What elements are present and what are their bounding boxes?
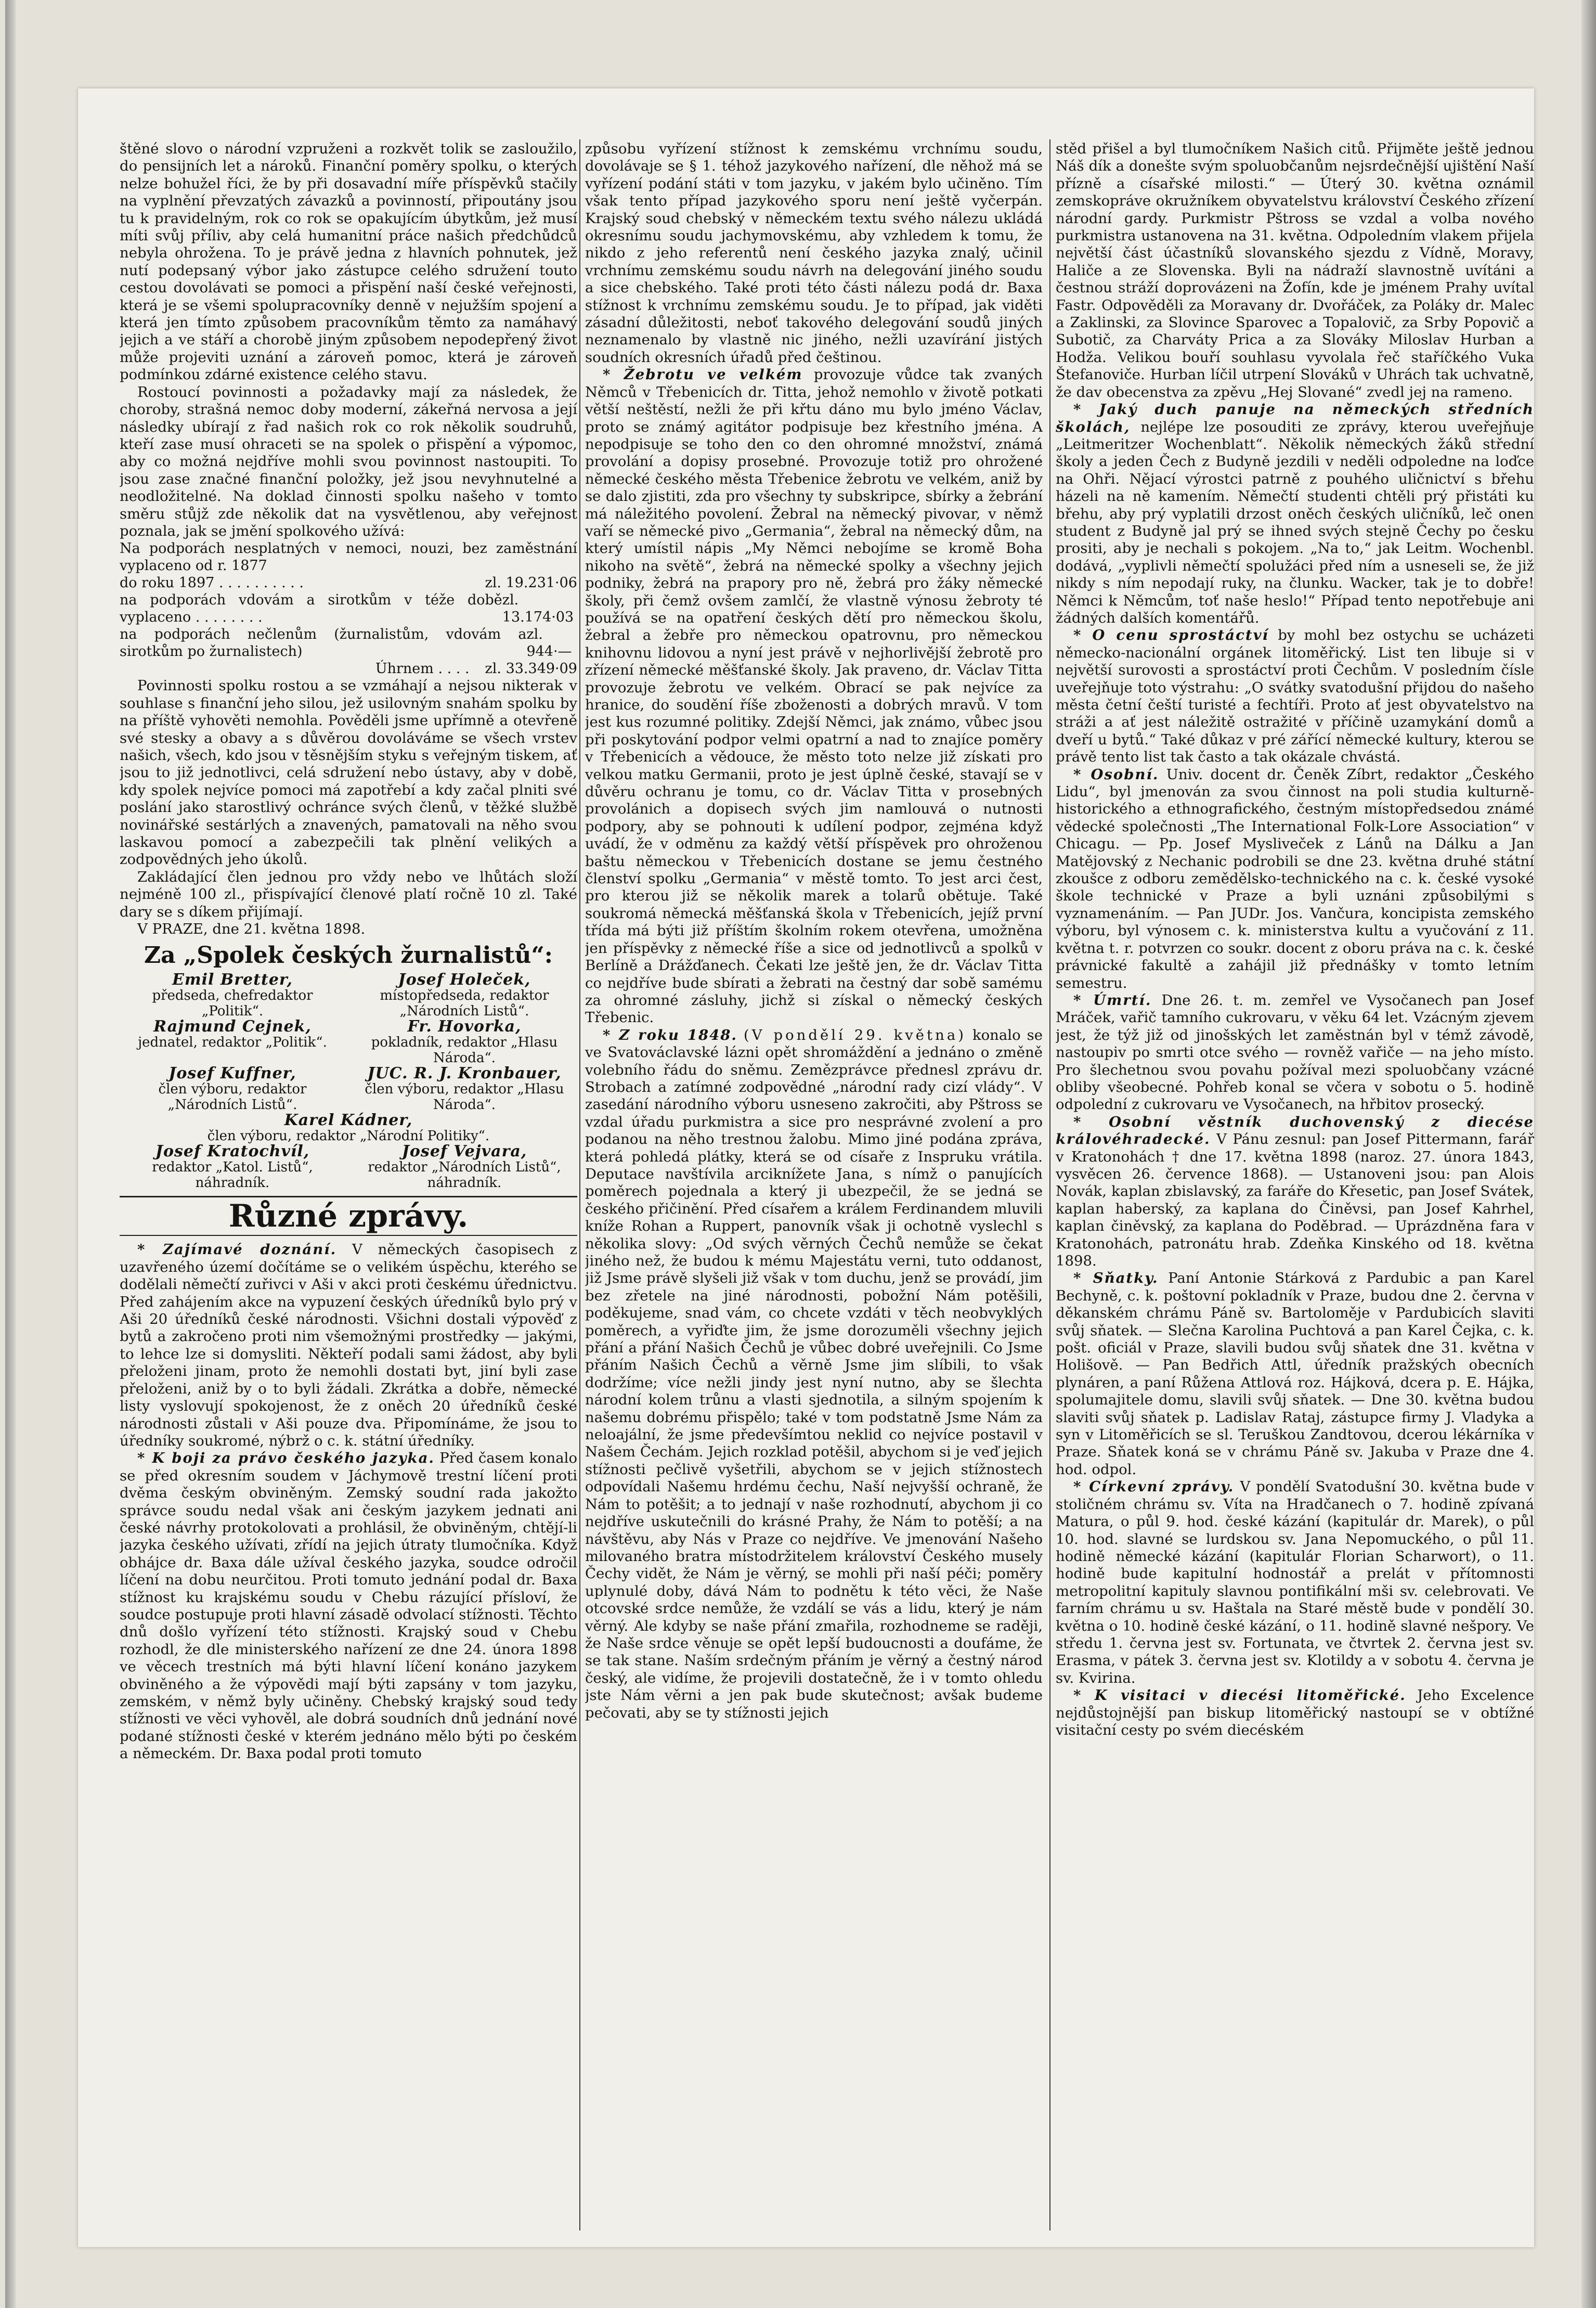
news-headline: * Úmrtí. <box>1073 991 1152 1009</box>
committee-heading: Za „Spolek českých žurnalistů“: <box>144 942 553 969</box>
ledger-row <box>120 574 577 591</box>
article-paragraph: Rostoucí povinnosti a požadavky mají za následek, že choroby, strašná nemoc doby moderní, zákeřná nervosa a její následky ubírají z řad našich rok co rok několik soudruhů, kteří zase musí ohraceti se na spolek o přispění a výpomoc, aby co možná nejdříve mohli svou povinnost nastoupiti. To jsou zase značné finanční položky, jež jsou nevyhnutelné a neodložitelné. Na doklad činnosti spolku našeho v tomto směru stůjž zde několik dat na vysvětlenou, aby veřejnost poznala, jak se jmění spolkového užívá: <box>120 383 577 539</box>
signatory-name: Fr. Hovorka, <box>407 1017 522 1036</box>
signatory-role: člen výboru, redaktor „Národních Listů“. <box>158 1081 307 1113</box>
dateline: V PRAZE, dne 21. května 1898. <box>137 921 366 938</box>
ledger-amount: zl. 13.174·03 <box>502 592 574 626</box>
column-rule <box>579 139 580 2230</box>
news-headline: * K visitaci v diecési litoměřické. <box>1073 1687 1406 1704</box>
signatory <box>120 1113 577 1144</box>
signatory <box>352 1144 577 1191</box>
signatory <box>120 1066 345 1113</box>
article-paragraph: Zakládající člen jednou pro vždy nebo ve lhůtách složí nejméně 100 zl., přispívající členové platí ročně 10 zl. Také dary se s díkem přijímají. <box>120 868 577 920</box>
ledger-row <box>120 540 577 574</box>
signatory-role: redaktor „Katol. Listů“, náhradník. <box>152 1159 313 1191</box>
scan-border-right <box>1581 0 1596 2308</box>
signatory-role: redaktor „Národních Listů“, náhradník. <box>368 1159 561 1191</box>
news-body: V Pánu zesnul: pan Josef Pittermann, farář v Kratonohách † dne 17. května 1898 (naroz. 27. února 1843, vysvěcen 26. července 1868). — Ustanoveni jsou: pan Alois Novák, kaplan zbislavský, za faráře do Křesetic, pan Josef Svátek, kaplan haberský, za kaplana do Činěvsi, pan Josef Kahrhel, kaplan činěvský, za kaplana do Poděbrad. — Uprázdněna fara v Kratonohách, patronátu hrab. Zdeňka Kinského od 18. května 1898. <box>1056 1131 1534 1269</box>
signatory-role: člen výboru, redaktor „Hlasu Národa“. <box>365 1081 564 1113</box>
section-title-various-news: Různé zprávy. <box>120 1196 577 1236</box>
article-paragraph: štěné slovo o národní vzpruženi a rozkvět tolik se zasloužilo, do pensijních let a nároků. Finanční poměry spolku, o kterých nelze bohužel říci, že by při dosavadní míře příspěvků stačily na vyplnění převzatých závazků a povinností, připoutány jsou tu k pravidelným, rok co rok se opakujícím úbytkům, jež musí míti svůj příliv, aby celá humanitní práce našich předchůdců nebyla ohrožena. To je právě jedna z hlavních pohnutek, jež nutí podepsaný výbor jako zástupce celého sdružení touto cestou dovolávati se pomoci a přispění naší české veřejnosti, která je se všemi spolupracovníky denně v nejužším spojení a která jen tímto způsobem pracovníkům těmto za namáhavý jejich a ve stáří a chorobě jiným způsobem nepodepřený život může projeviti uznání a zároveň pomoc, která je zároveň podmínkou zdárné existence celého stavu. <box>120 140 577 383</box>
article-paragraph: stěd přišel a byl tlumočníkem Našich citů. Přijměte ještě jednou Náš dík a donešte svým spoluobčanům nejsrdečnější ujištění Naší přízně a císařské milosti.“ — Úterý 30. května oznámil zemskopráve okružníkem obyvatelstvu království Českého zřízení národní gardy. Purkmistr Pštross se vzdal a volba nového purkmistra ustanovena na 31. května. Odpoledním vlakem přijela největší část účastníků slovanského sjezdu z Vídně, Moravy, Haliče a ze Slovenska. Byli na nádraží slavnostně uvítáni a čestnou stráží doprovázeni na Žofín, kde je jménem Prahy uvítal Fastr. Odpověděli za Moravany dr. Dvořáček, za Poláky dr. Malec a Zaklinski, za Slovince Sparovec a Topalovič, za Srby Popovič a Subotič, za Charváty Prica a za Slováky Miloslav Hurban a Hodža. Velikou bouří souhlasu vyvolala řeč staříčkého Vuka Štefanoviče. Hurban líčil utrpení Slováků v Uhrách tak uchvatně, že dav obecenstva za zpěvu „Hej Slované“ zvedl jej na rameno. <box>1056 140 1534 401</box>
signatory <box>120 1144 345 1191</box>
committee-signatures <box>120 972 577 1191</box>
ledger-label: na podporách nečlenům (žurnalistům, vdovám a sirotkům po žurnalistech) <box>120 626 527 660</box>
ledger-amount: zl. 944·— <box>526 626 572 660</box>
signatory-name: Josef Kratochvíl, <box>155 1142 310 1161</box>
news-body: Dne 26. t. m. zemřel ve Vysočanech pan Josef Mráček, vařič tamního cukrovaru, v věku 64 let. Vzácným zjevem jest, že týž již od jinošských let zaměstnán byl v témž závodě, nastoupiv po smrti otce svého — rovněž vařiče — na jeho místo. Pro šlechetnou svou povahu požíval mezi spoluobčany vzácné obliby všeobecné. Pohřeb konal se včera v sobotu o 5. hodině odpolední z cukrovaru ve Vysočanech, na hřbitov prosecký. <box>1056 991 1534 1113</box>
news-body: Paní Antonie Stárková z Pardubic a pan Karel Bechyně, c. k. poštovní pokladník v Praze, budou dne 2. června v děkanském chrámu Páně sv. Bartoloměje v Pardubicích slaviti svůj sňatek. — Slečna Karolina Puchtová a pan Karel Čejka, c. k. pošt. oficiál v Praze, slavili budou svůj sňatek dne 31. května v Holišově. — Pan Bedřich Attl, úředník pražských obecních plynáren, a paní Růžena Attlová roz. Hájková, dcera p. E. Hájka, spolumajitele domu, slavili svůj sňatek. — Dne 30. května budou slaviti svůj sňatek p. Ladislav Rataj, zástupce firmy J. Vladyka a syn v Litoměřicích se sl. Teruškou Zandtovou, dcerou lékárníka v Praze. Sňatek koná se v chrámu Páně sv. Jakuba v Praze dne 4. hod. odpol. <box>1056 1270 1534 1478</box>
ledger-label: na podporách vdovám a sirotkům v téže době vyplaceno . . . . . . . . <box>120 592 502 626</box>
signatory <box>352 1066 577 1113</box>
signatory-role: člen výboru, redaktor „Národní Politiky“. <box>207 1128 490 1144</box>
column-rule <box>1049 139 1050 2230</box>
signatory <box>120 1019 345 1066</box>
signatory-name: Emil Bretter, <box>172 971 293 989</box>
signatory-name: Karel Kádner, <box>284 1111 413 1130</box>
news-headline: * Zajímavé doznání. <box>137 1241 337 1258</box>
news-headline: * Z roku 1848. <box>603 1026 737 1043</box>
news-body: Před časem konalo se před okresním soudem v Jáchymově trestní líčení proti dvěma českým obviněným. Zemský soudní rada jakožto správce soudu nedal však ani českým jazykem jednati ani české návrhy protokolovati a prohlásil, že obviněným, chtějí-li jazyka českého užívati, zřídí na jejich útraty tlumočníka. Když obhájce dr. Baxa dále užíval českého jazyka, soudce odročil líčení na dobu neurčitou. Proti tomuto jednání podal dr. Baxa stížnost ku krajskému soudu v Chebu rázující přísloví, že soudce postupuje proti hlavní zásadě odvolací stížnosti. Těchto dnů došlo vyřízení této stížnosti. Krajský soud v Chebu rozhodl, že dle ministerského nařízení ze dne 24. února 1898 ve věcech trestních má býti hlavní líčení konáno jazykem obviněného a že výpovědi mají býti zapsány v tom jazyku, zemském, v němž byly učiněny. Chebský krajský soud tedy stížnosti ve věci vyhověl, ale dobrá soudních dnů jednání nové podané stížnosti české v kterém jednáno mělo býti po českém a německém. Dr. Baxa podal proti tomuto <box>120 1450 577 1762</box>
news-headline: * Osobní věstník duchovenský z diecése královéhradecké. <box>1056 1113 1534 1148</box>
ledger-amount: zl. 19.231·06 <box>485 575 577 591</box>
news-body: V pondělí Svatodušní 30. května bude v stoličném chrámu sv. Víta na Hradčanech o 7. hodině zpívaná Matura, o půl 9. hod. české kázání (kapitulár dr. Marek), o půl 10. hod. slavné se lurdskou sv. Jana Nepomuckého, o půl 11. hodině německé kázání (kapitulár Florian Scharwort), o 11. hodině bude kapitulní hodnostář a prelát v přítomnosti metropolitní kapituly slavnou pontifikální mši sv. celebrovati. Ve farním chrámu u sv. Haštala na Staré městě bude v pondělí 30. května o 10. hodině české kázání, o 11. hodině slavné nešpory. Ve středu 1. června jest sv. Fortunata, ve čtvrtek 2. června jest sv. Erasma, v pátek 3. června jest sv. Klotildy a v sobotu 4. června je sv. Kvirina. <box>1056 1478 1534 1686</box>
news-headline: * Jaký duch panuje na německých středních školách, <box>1056 401 1534 435</box>
ledger-amount: zl. 33.349·09 <box>485 661 577 677</box>
ledger-label: Na podporách nesplatných v nemoci, nouzi, bez zaměstnání vyplaceno od r. 1877 <box>120 540 577 574</box>
ledger-label: Úhrnem . . . . <box>375 661 470 677</box>
news-headline: * Osobní. <box>1073 766 1159 783</box>
news-body: Jeho Excelence nejdůstojnější pan biskup litoměřický nastoupí se v obtížné visitační cesty po svém diecéském <box>1056 1687 1534 1738</box>
news-body: by mohl bez ostychu se ucházeti německo-nacionální orgánek litoměřický. List ten libuje si v největší surovosti a sprostáctví proti Čechům. V posledním čísle uveřejňuje toto výstrahu: „O svátky svatodušní přijdou do našeho města četní čeští turisté a fechtíři. Proto ať jest obyvatelstvo na stráži a ať jest náležitě ostražité v příčině uzamykání domů a dveří u bytů.“ Také důkaz v pré zářící německé kultury, kterou se právě tento list tak často a tak okázale chvástá. <box>1056 627 1534 766</box>
ledger-label: do roku 1897 . . . . . . . . . . <box>120 575 304 591</box>
news-body: provozuje vůdce tak zvaných Němců v Třebenicích dr. Titta, jehož nemohlo v životě potkati větší neštěstí, nežli že při křtu dáno mu bylo jméno Václav, proto se známý agitátor podpisuje bez křestního jména. A nepodpisuje se toho den co den ohromné množství, známá provolání a dopisy prosebné. Provozuje totiž pro ohrožené německé českého města Třebenice žebrotu ve velkém, aniž by se dalo zjistiti, zda pro všechny ty subskripce, sbírky a žebrání má náležitého povolení. Žebral na německý pivovar, v němž vaří se německé pivo „Germania“, žebral na německý dům, na který umístil nápis „My Němci nebojíme se kromě Boha nikoho na světě“, žebrá na německé spolky a všechny jejich podniky, žebrá na prapory pro ně, žebrá pro žáky německé školy, při čemž ovšem zamlčí, že vlastně výnosu žebroty té používá se na opatření českých dětí pro německou školu, žebral a žebře pro německou opatrovnu, pro německou knihovnu lidovou a nyní jest právě v nejhorlivější žebrotě pro zřízení německé měšťanské školy. Jak praveno, dr. Václav Titta provozuje žebrotu ve velkém. Obrací se pak nejvíce za hranice, do soudění říše zboženosti a dobrých mravů. V tom jest kus rozumné politiky. Zdejší Němci, jak známo, vůbec jsou při poskytování podpor velmi opatrní a nad to znajíce poměry v Třebenicích a vědouce, že město toto nelze již získati pro velkou matku Germanii, proto je jest úplně české, stavají se v důvěru ochranu je tomu, co dr. Václav Titta v prosebných provolánich a dopisech svých jim namlouvá o nutnosti podpory, aby se pohnouti k udílení podpor, zejména když uvádí, že v odměnu za každý větší příspěvek pro ohroženou baštu německou v Třebenicích dostane se jemu čestného členství spolku „Germania“ v městě tomto. To jest arci čest, pro kterou již se několik marek a tolarů obětuje. Také soukromá německá měšťanská škola v Třebenicích, jejíž první třída má býti již příštím školním rokem otevřena, umožněna jen příspěvky z německé říše a sice od jednotlivců a spolků v Berlíně a Drážďanech. Čekati lze ještě jen, že dr. Václav Titta co nejdříve bude sbírati a žebrati na čestný dar sobě samému za ohromné zásluhy, jichž si získal o německý českých Třebenic. <box>585 366 1043 1026</box>
news-headline: * Sňatky. <box>1073 1270 1159 1287</box>
ledger-row <box>120 626 577 660</box>
signatory-role: jednatel, redaktor „Politik“. <box>138 1035 327 1051</box>
expense-ledger <box>120 540 577 677</box>
news-headline: * Žebrotu ve velkém <box>603 366 803 383</box>
signatory-name: Josef Holeček, <box>398 971 531 989</box>
ledger-row <box>120 591 577 626</box>
signatory-name: Josef Vejvara, <box>401 1142 527 1161</box>
ledger-row <box>120 660 577 677</box>
news-subhead: (V pondělí 29. května) <box>743 1026 966 1043</box>
signatory-role: místopředseda, redaktor „Národních Listů“. <box>380 988 549 1020</box>
scan-border-left <box>5 0 16 2308</box>
article-paragraph: způsobu vyřízení stížnost k zemskému vrchnímu soudu, dovolávaje se § 1. téhož jazykového nařízení, dle něhož má se vyřízení podání státi v tom jazyku, v jakém bylo učiněno. Tím však tento případ jazykového sporu není ještě vyčerpán. Krajský soud chebský v německém textu svého nálezu ukládá okresnímu soudu jachymovskému, aby vzhledem k tomu, že nikdo z jeho referentů není českého jazyka znalý, učinil vrchnímu zemskému soudu návrh na delegování jiného soudu a sice chebského. Také proti této části nálezu podá dr. Baxa stížnost k vrchnímu zemskému soudu. Je to případ, jak viděti zásadní důležitosti, neboť takového delegování soudů jiných neznamenalo by vlastně nic jiného, nežli uzavírání jistých soudních okresních úřadů před češtinou. <box>585 140 1043 366</box>
news-body: Univ. docent dr. Čeněk Zíbrt, redaktor „Českého Lidu“, byl jmenován za svou činnost na poli studia kulturně-historického a ethnografického, čestným místopředsedou známé vědecké společnosti „The International Folk-Lore Association“ v Chicagu. — Pp. Josef Mysliveček z Lánů na Dálku a Jan Matějovský z Nechanic podrobili se dne 23. května druhé státní zkoušce z odboru zemědělsko-technického na c. k. české vysoké škole technické v Praze a byli uznáni způsobilými s vyznamenáním. — Pan JUDr. Jos. Vančura, koncipista zemského výboru, byl výnosem c. k. ministerstva kultu a vyučování z 11. května t. r. potvrzen co soukr. docent z oboru práva na c. k. české právnické fakultě a zahájil již přednášky v tomto letním semestru. <box>1056 766 1534 991</box>
news-headline: * O cenu sprostáctví <box>1073 627 1269 644</box>
article-paragraph: Povinnosti spolku rostou a se vzmáhají a nejsou nikterak v souhlase s finanční jeho silou, jež usilovným snahám spolku by na příště vyhověti nemohla. Pověděli jsme upřímně a otevřeně své stesky a obavy a s důvěrou dovoláváme se všech vrstev našich, všech, kdo jsou v těsnějším styku s veřejným tiskem, ať jsou to již jednotlivci, celá sdružení nebo ústavy, aby v době, kdy spolek nejvíce pomoci má zapotřebí a kdy začal plniti své poslání jako starostlivý ochránce svých členů, v těžké službě novinářské sestárlých a znavených, pamatovali na něho svou laskavou pomocí a zabezpečili tak plnění velikých a zodpovědných jeho úkolů. <box>120 677 577 868</box>
column-1 <box>120 140 577 2232</box>
signatory <box>352 1019 577 1066</box>
signatory-role: předseda, chefredaktor „Politik“. <box>152 988 313 1020</box>
news-body: V německých časopisech z uzavřeného území dočítáme se o velikém úspěchu, kterého se dodělali němečtí zuřivci v Aši v akci proti českému úřednictvu. Před zahájením akce na vypuzení českých úředníků bylo prý v Aši 20 úředníků české národnosti. Všichni dostali výpověď z bytů a zakročeno proti nim všemožnými prostředky — jakými, to lehce lze si domysliti. Někteří podali sami žádost, aby byli přeloženi jinam, proto že nemohli dostati byt, jiní byli zase přeloženi, aniž by o to byli žádali. Zkrátka a dobře, německé listy vyslovují spokojenost, že z oněch 20 úředníků české národnosti zůstali v Aši pouze dva. Připomínáme, že jsou to úředníky soukromé, nýbrž o c. k. státní úředníky. <box>120 1241 577 1449</box>
signatory-name: Josef Kuffner, <box>168 1064 296 1083</box>
signatory-name: Rajmund Cejnek, <box>153 1017 312 1036</box>
news-body: konalo se ve Svatováclavské lázni opět shromáždění a jednáno o změně volebního řádu do sněmu. Zemězprávce přednesl zprávu dr. Strobach a zatímné zodpovědné „národní rady cizí vlády“. V zasedání národního výboru usneseno zakročiti, aby Pštross se vzdal úřadu purkmistra a sice pro nesprávné zvolení a pro podanou na něho trestnou žalobu. Mimo jiné podána zpráva, která pohledá plátky, která se od císaře z Inspruku vrátila. Deputace navštívila arciknížete Jana, s nímž o panujících poměrech pojednala a který ji ubezpečil, že se jedná se českého přičinění. Před císařem a králem Ferdinandem mluvili kníže Rohan a Ruppert, panovník však ji ochotně vyslechl s několika slovy: „Od svých věrných Čechů nemůže se čekat jiného než, že budou k mému Majestátu verni, tuto oddanost, již Jsme právě slyšeli již však v tom duchu, jenž se provádí, jim bez zřetele na jiné národnosti, pobožní Nám potěšili, poděkujeme, snad vám, co chcete vzdáti v těch neobvyklých poměrech, a vyřiďte jim, že jsme dorozuměli všechny jejich přání a přání Našich Čechů je vůbec dobré uveřejnili. Co Jsme přáním Našich Čechů a věrně Jsme jim slíbili, to však dodržíme; více nežli jindy jest nyní nutno, aby se šlechta národní kolem trůnu a vlasti sjednotila, a silným spojením k našemu dobrému přispělo; také v tom podstatně Jsme Nám za neloajální, že jsme předevšímtou neklid co nejvíce postavil v Našem Čechám. Jejich rozklad potěšil, abychom si je veď jejich stížnosti pečlivě vyšetřili, abychom se v jejich stížnostech odpovídali Našemu hrdému čechu, Naší nejvyšší ochraně, že Nám to potěšit; a to jednají v naše rozhodnutí, abychom ji co nejdříve uskutečnili do krásné Prahy, že Nám to potěší; a na návštěvu, aby Nás v Praze co nejdříve. Ve jmenování Našeho milovaného bratra místodržitelem království Českého musely Čechy vidět, že Nám je věrný, se mohli při naší péči; poměry uplynulé doby, dává Nám to podnětu k této věci, že Naše otcovské srdce nemůže, že vzdálí se vás a lidu, který je nám věrný. Ale kdyby se naše přání zmařila, rozhodneme se raději, že Naše srdce věnuje se opět lepší budoucnosti a doufáme, že se tak stane. Naším srdečným přáním je věrný a čestný národ český, ale vidíme, že projevili dostatečně, že i v tomto ohledu jste Nám věrni a jen pak bude skutečnost; avšak budeme pečovati, aby se ty stížnosti jejich <box>585 1026 1043 1721</box>
signatory-name: JUC. R. J. Kronbauer, <box>367 1064 562 1083</box>
column-2 <box>585 140 1043 2232</box>
signatory <box>352 972 577 1019</box>
news-headline: * Církevní zprávy. <box>1073 1478 1235 1495</box>
column-3 <box>1056 140 1534 2232</box>
news-body: nejlépe lze posouditi ze zprávy, kterou uveřejňuje „Leitmeritzer Wochenblatt“. Několik německých žáků střední školy a jeden Čech z Budyně jezdili v neděli odpoledne na loďce na Ohři. Nějací výrostci patrně z pouhého uličnictví s břehu házeli na ně kamením. Němečtí studenti chtěli prý přistáti ku břehu, aby prý vyplatili drzost oněch českých uličníků, leč onen student z Budyně jal prý se ihned svých stejně Čechy po česku prositi, aby je nechali s pokojem. „Na to,“ jak Leitm. Wochenbl. dodává, „vyplivli němečtí spolužáci před ním a usneseli se, že již nikdy s ním nepodají ruky, na člunku. Wacker, tak je to dobře! Němci k Němcům, toť naše heslo!“ Případ tento nepotřebuje ani žádných dalších komentářů. <box>1056 418 1534 626</box>
signatory <box>120 972 345 1019</box>
signatory-role: pokladník, redaktor „Hlasu Národa“. <box>371 1035 558 1066</box>
news-headline: * K boji za právo českého jazyka. <box>137 1450 435 1467</box>
